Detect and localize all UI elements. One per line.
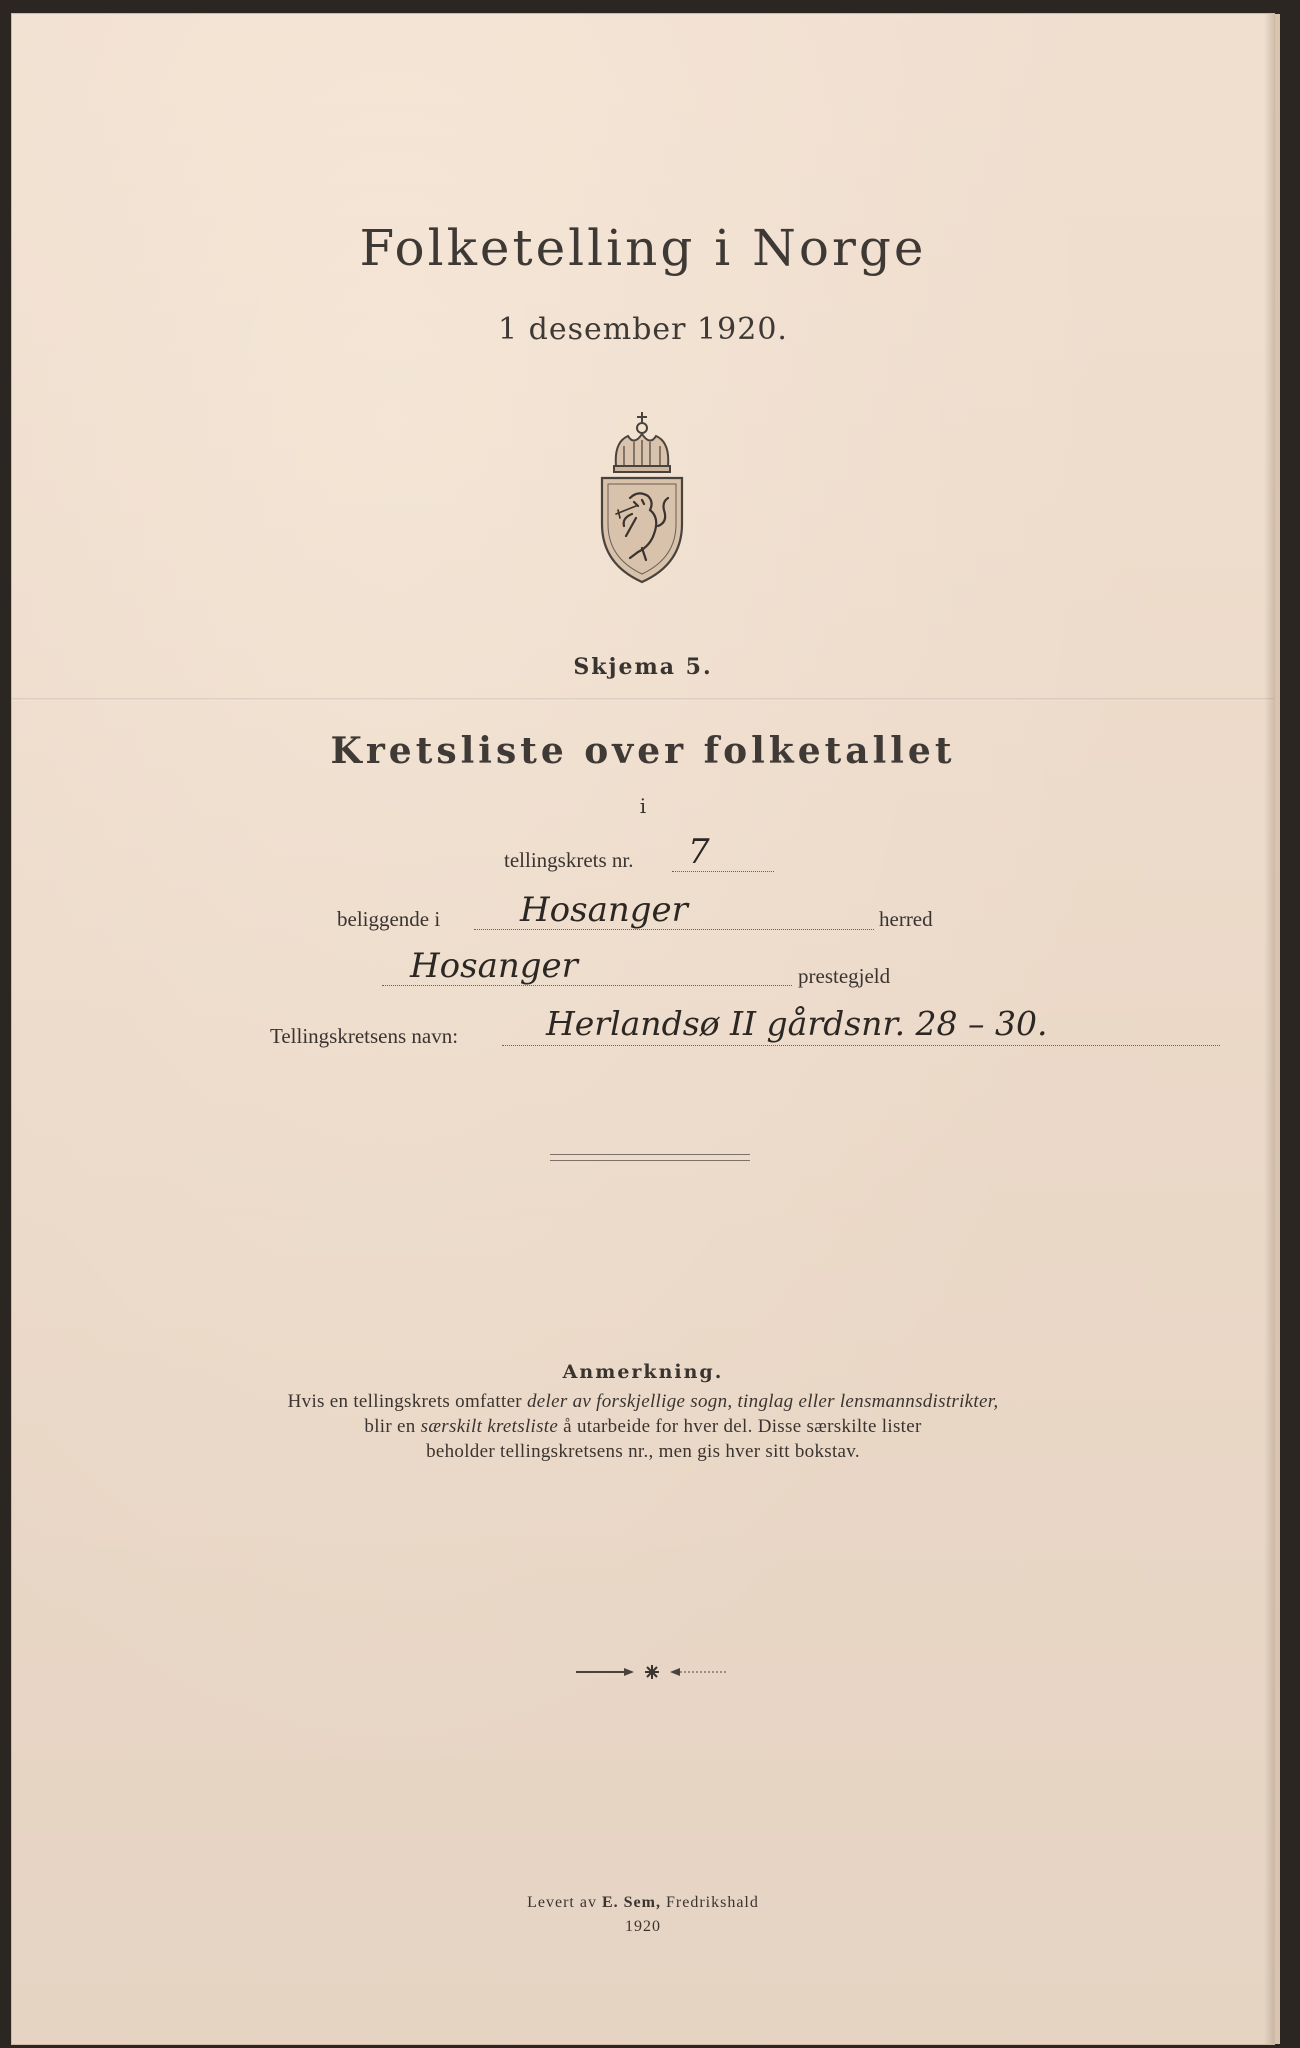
- coat-of-arms-icon: [594, 406, 690, 586]
- census-form-page: [12, 14, 1274, 2044]
- parish-label: prestegjeld: [798, 964, 891, 988]
- note-line-1-text: Hvis en tellingskrets omfatter: [287, 1391, 527, 1412]
- connector-text: i: [639, 794, 647, 818]
- ornament-divider-icon: [572, 1662, 732, 1682]
- parish-value: Hosanger: [410, 946, 578, 986]
- printer-year: 1920: [625, 1918, 661, 1935]
- printer-credit: [12, 1894, 1274, 1912]
- census-date: 1 desember 1920.: [498, 312, 788, 347]
- district-number-value: 7: [688, 832, 710, 872]
- printer-city: Fredrikshald: [660, 1894, 759, 1911]
- note-line-1-emphasis: deler av forskjellige sogn, tinglag eller lensmannsdistrikter,: [526, 1391, 999, 1412]
- district-name-line[interactable]: [502, 1045, 1220, 1046]
- note-heading: Anmerkning.: [562, 1361, 724, 1383]
- divider-rule: [550, 1154, 750, 1161]
- district-name-label: Tellingskretsens navn:: [270, 1024, 459, 1048]
- district-number-label: tellingskrets nr.: [504, 848, 634, 872]
- note-line-2-emphasis: særskilt kretsliste: [420, 1416, 559, 1437]
- note-line-2-text-a: blir en: [364, 1416, 421, 1437]
- printer-name: E. Sem,: [601, 1894, 661, 1911]
- herred-label: herred: [879, 907, 933, 931]
- page-title: Folketelling i Norge: [359, 219, 927, 277]
- note-line-2-text-b: å utarbeide for hver del. Disse særskilte lister: [558, 1416, 922, 1437]
- form-heading: Kretsliste over folketallet: [330, 730, 956, 772]
- note-line-2: [12, 1416, 1274, 1438]
- located-label: beliggende i: [337, 907, 441, 931]
- located-value: Hosanger: [520, 890, 688, 930]
- note-line-1: [12, 1391, 1274, 1413]
- schema-number: Skjema 5.: [573, 654, 713, 680]
- district-name-value: Herlandsø II gårdsnr. 28 – 30.: [546, 1004, 1048, 1043]
- note-line-3: beholder tellingskretsens nr., men gis hver sitt bokstav.: [426, 1441, 860, 1462]
- page-fold: [12, 698, 1274, 701]
- printer-prefix: Levert av: [527, 1894, 602, 1911]
